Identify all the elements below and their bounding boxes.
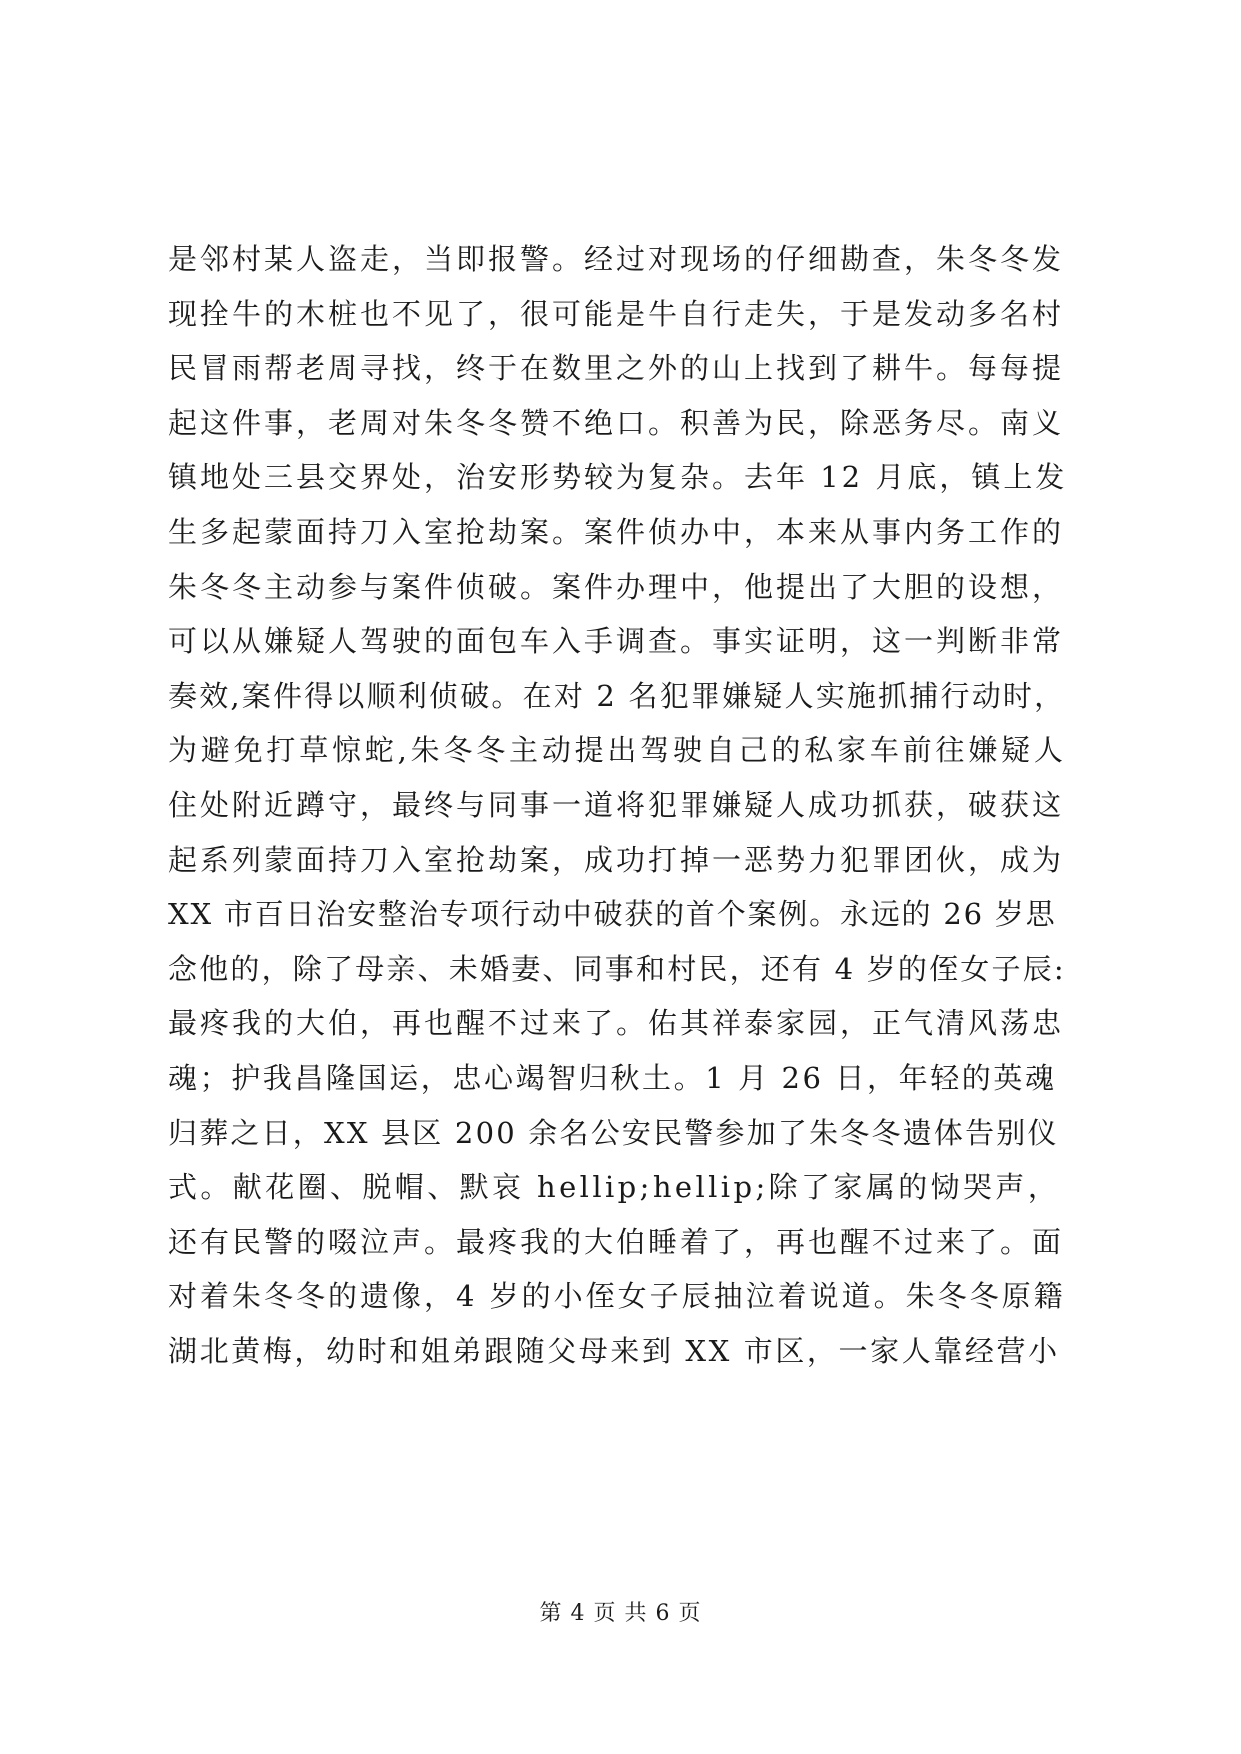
text-line: 起这件事，老周对朱冬冬赞不绝口。积善为民，除恶务尽。南义	[168, 405, 1065, 440]
text-line: 对着朱冬冬的遗像，4 岁的小侄女子辰抽泣着说道。朱冬冬原籍	[168, 1279, 1066, 1314]
text-line: XX 市百日治安整治专项行动中破获的首个案例。永远的 26 岁思	[168, 897, 1057, 932]
text-line: 魂；护我昌隆国运，忠心竭智归秋土。1 月 26 日，年轻的英魂	[168, 1060, 1057, 1095]
text-line: 式。献花圈、脱帽、默哀 hellip;hellip;除了家属的恸哭声，	[168, 1170, 1061, 1205]
text-line: 生多起蒙面持刀入室抢劫案。案件侦办中，本来从事内务工作的	[168, 514, 1065, 549]
text-line: 朱冬冬主动参与案件侦破。案件办理中，他提出了大胆的设想，	[168, 569, 1065, 604]
text-line: 湖北黄梅，幼时和姐弟跟随父母来到 XX 市区，一家人靠经营小	[168, 1333, 1060, 1368]
text-line: 可以从嫌疑人驾驶的面包车入手调查。事实证明，这一判断非常	[168, 624, 1065, 659]
text-line: 最疼我的大伯，再也醒不过来了。佑其祥泰家园，正气清风荡忠	[168, 1006, 1065, 1041]
text-line: 镇地处三县交界处，治安形势较为复杂。去年 12 月底，镇上发	[168, 460, 1068, 495]
text-line: 是邻村某人盗走，当即报警。经过对现场的仔细勘查，朱冬冬发	[168, 242, 1065, 276]
text-line: 现拴牛的木桩也不见了，很可能是牛自行走失，于是发动多名村	[168, 296, 1065, 331]
text-line: 为避免打草惊蛇,朱冬冬主动提出驾驶自己的私家车前往嫌疑人	[168, 733, 1067, 768]
text-line: 归葬之日，XX 县区 200 余名公安民警参加了朱冬冬遗体告别仪	[168, 1115, 1059, 1150]
text-line: 还有民警的啜泣声。最疼我的大伯睡着了，再也醒不过来了。面	[168, 1224, 1065, 1259]
text-line: 念他的，除了母亲、未婚妻、同事和村民，还有 4 岁的侄女子辰:	[168, 951, 1066, 986]
text-line: 住处附近蹲守，最终与同事一道将犯罪嫌疑人成功抓获，破获这	[168, 787, 1065, 822]
body-text	[168, 232, 1068, 1378]
text-line: 民冒雨帮老周寻找，终于在数里之外的山上找到了耕牛。每每提	[168, 351, 1065, 386]
text-line: 起系列蒙面持刀入室抢劫案，成功打掉一恶势力犯罪团伙，成为	[168, 842, 1065, 877]
page-number-footer: 第 4 页 共 6 页	[539, 1601, 702, 1626]
text-line: 奏效,案件得以顺利侦破。在对 2 名犯罪嫌疑人实施抓捕行动时，	[168, 678, 1066, 713]
